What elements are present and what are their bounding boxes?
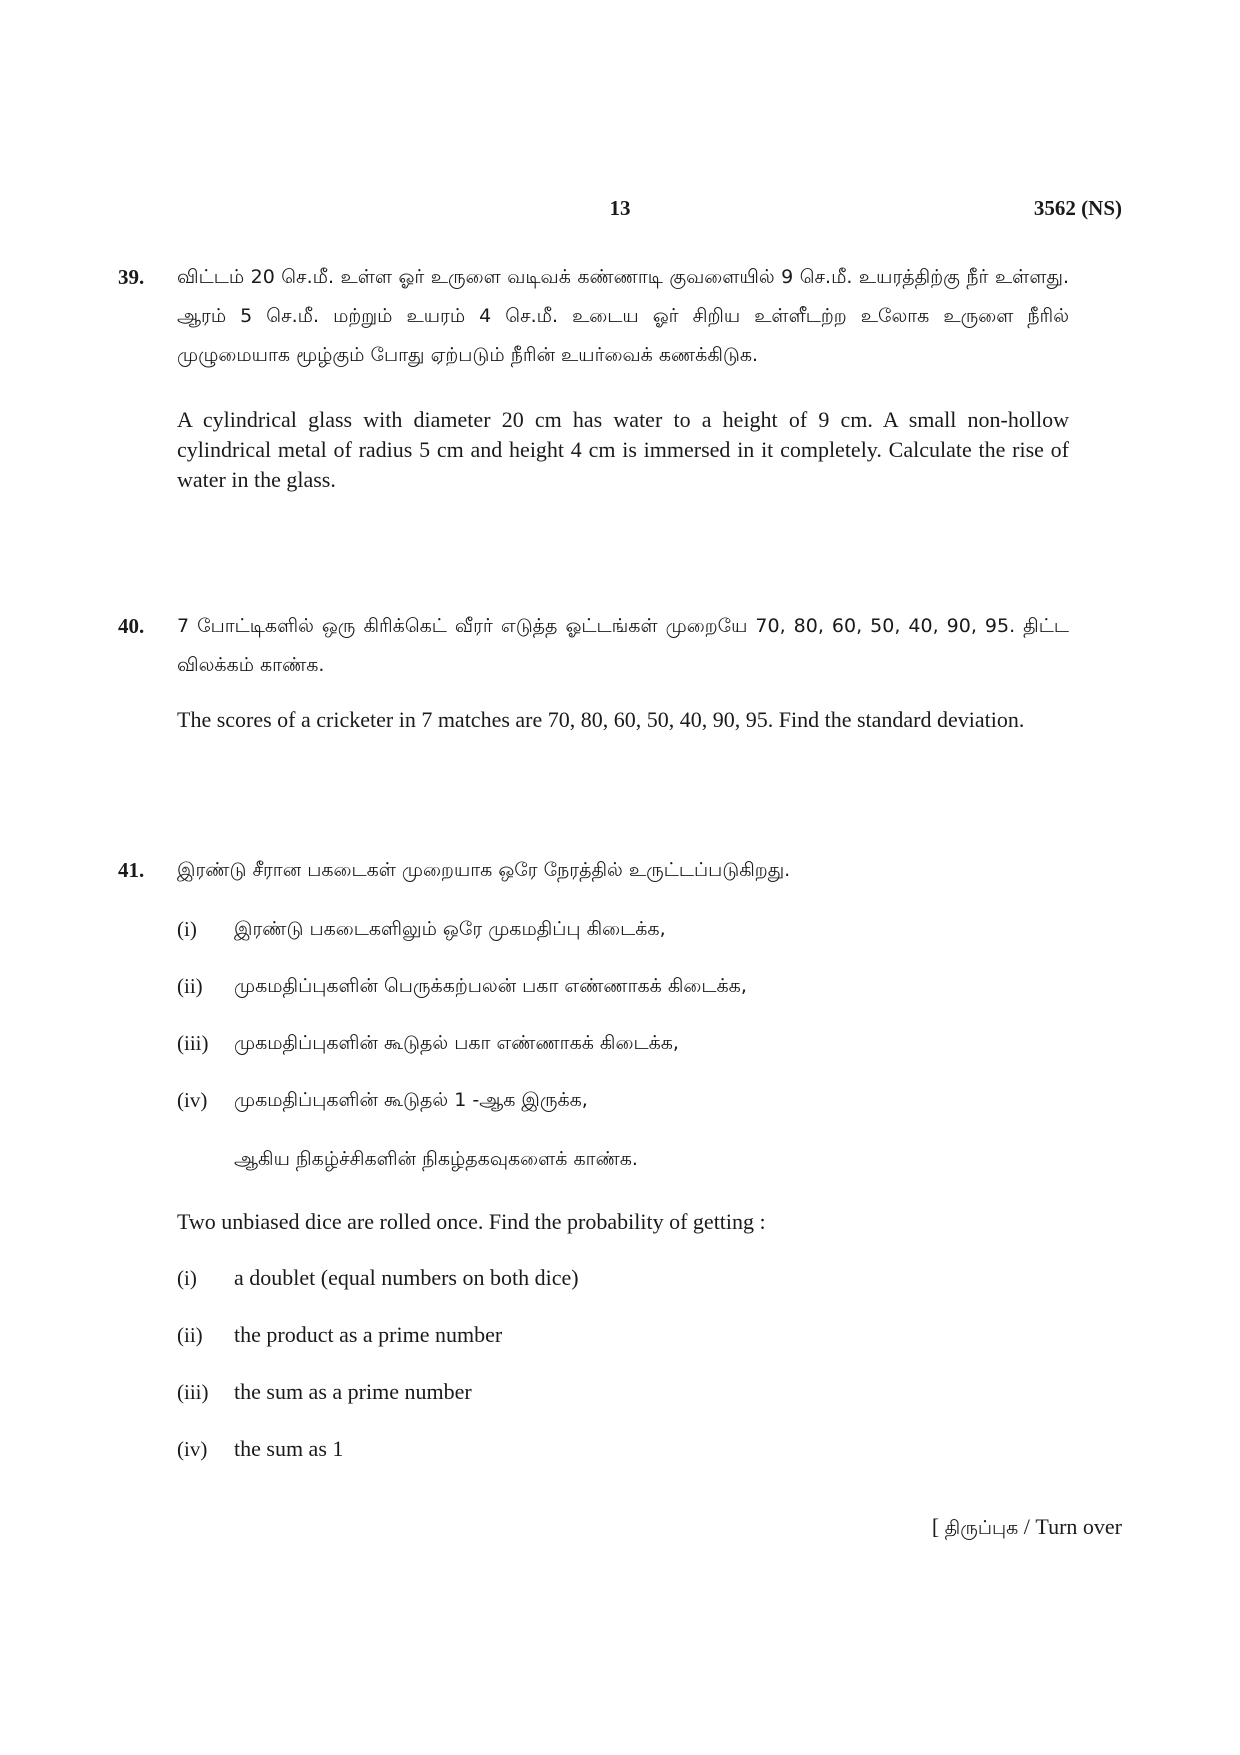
footer-english-text: Turn over <box>1035 1514 1122 1539</box>
list-item <box>177 1083 1069 1140</box>
item-text: the sum as 1 <box>234 1436 344 1461</box>
item-label: (iv) <box>177 1437 208 1461</box>
question-number: 41. <box>118 858 145 882</box>
question-body <box>177 258 1069 495</box>
item-label: (iii) <box>177 1031 209 1055</box>
list-item <box>177 1318 1069 1375</box>
list-item <box>177 1432 1069 1489</box>
page-number: 13 <box>609 196 631 220</box>
list-item <box>177 1026 1069 1083</box>
list-item <box>177 969 1069 1026</box>
question-body <box>177 851 1069 1489</box>
item-label: (i) <box>177 1266 197 1290</box>
question-number: 39. <box>118 265 145 289</box>
tamil-subitems <box>177 912 1069 1140</box>
item-text: a doublet (equal numbers on both dice) <box>234 1265 579 1290</box>
item-label: (iv) <box>177 1088 208 1112</box>
question-tamil-text: இரண்டு சீரான பகடைகள் முறையாக ஒரே நேரத்தில் உருட்டப்படுகிறது. <box>177 859 791 881</box>
question-english-text: A cylindrical glass with diameter 20 cm has water to a height of 9 cm. A small non-hollow cylindrical metal of radius 5 cm and height 4 cm is immersed in it completely. Calculate the rise of water in the glass. <box>177 407 1069 492</box>
list-item <box>177 1261 1069 1318</box>
item-label: (i) <box>177 917 197 941</box>
english-subitems <box>177 1261 1069 1489</box>
item-text: the sum as a prime number <box>234 1379 472 1404</box>
turn-over-note <box>932 1514 1122 1542</box>
item-label: (iii) <box>177 1380 209 1404</box>
question-number: 40. <box>118 614 145 638</box>
item-text: முகமதிப்புகளின் கூடுதல் 1 -ஆக இருக்க, <box>234 1089 588 1111</box>
paper-code: 3562 (NS) <box>1033 196 1122 220</box>
item-text: முகமதிப்புகளின் பெருக்கற்பலன் பகா எண்ணாகக் கிடைக்க, <box>234 975 747 997</box>
item-text: இரண்டு பகடைகளிலும் ஒரே முகமதிப்பு கிடைக்க, <box>234 918 666 940</box>
item-label: (ii) <box>177 974 203 998</box>
item-label: (ii) <box>177 1323 203 1347</box>
item-text: முகமதிப்புகளின் கூடுதல் பகா எண்ணாகக் கிடைக்க, <box>234 1032 679 1054</box>
question-english-text: Two unbiased dice are rolled once. Find the probability of getting : <box>177 1209 766 1234</box>
list-item <box>177 912 1069 969</box>
question-tamil-text: 7 போட்டிகளில் ஒரு கிரிக்கெட் வீரர் எடுத்த ஓட்டங்கள் முறையே 70, 80, 60, 50, 40, 90, 95. திட்ட விலக்கம் காண்க. <box>177 615 1069 676</box>
question-body <box>177 607 1069 735</box>
footer-bracket: [ <box>931 1514 945 1539</box>
question-tamil-text: விட்டம் 20 செ.மீ. உள்ள ஓர் உருளை வடிவக் கண்ணாடி குவளையில் 9 செ.மீ. உயரத்திற்கு நீர் உள்ளது. ஆரம் 5 செ.மீ. மற்றும் உயரம் 4 செ.மீ. உடைய ஓர் சிறிய உள்ளீடற்ற உலோக உருளை நீரில் முழுமையாக மூழ்கும் போது ஏற்படும் நீரின் உயர்வைக் கணக்கிடுக. <box>177 266 1069 366</box>
list-item <box>177 1375 1069 1432</box>
question-tamil-closing: ஆகிய நிகழ்ச்சிகளின் நிகழ்தகவுகளைக் காண்க. <box>234 1148 638 1170</box>
question-english-text: The scores of a cricketer in 7 matches are 70, 80, 60, 50, 40, 90, 95. Find the standard deviation. <box>177 707 1025 732</box>
footer-tamil-text: திருப்புக <box>944 1517 1019 1539</box>
footer-separator: / <box>1018 1514 1036 1539</box>
item-text: the product as a prime number <box>234 1322 503 1347</box>
